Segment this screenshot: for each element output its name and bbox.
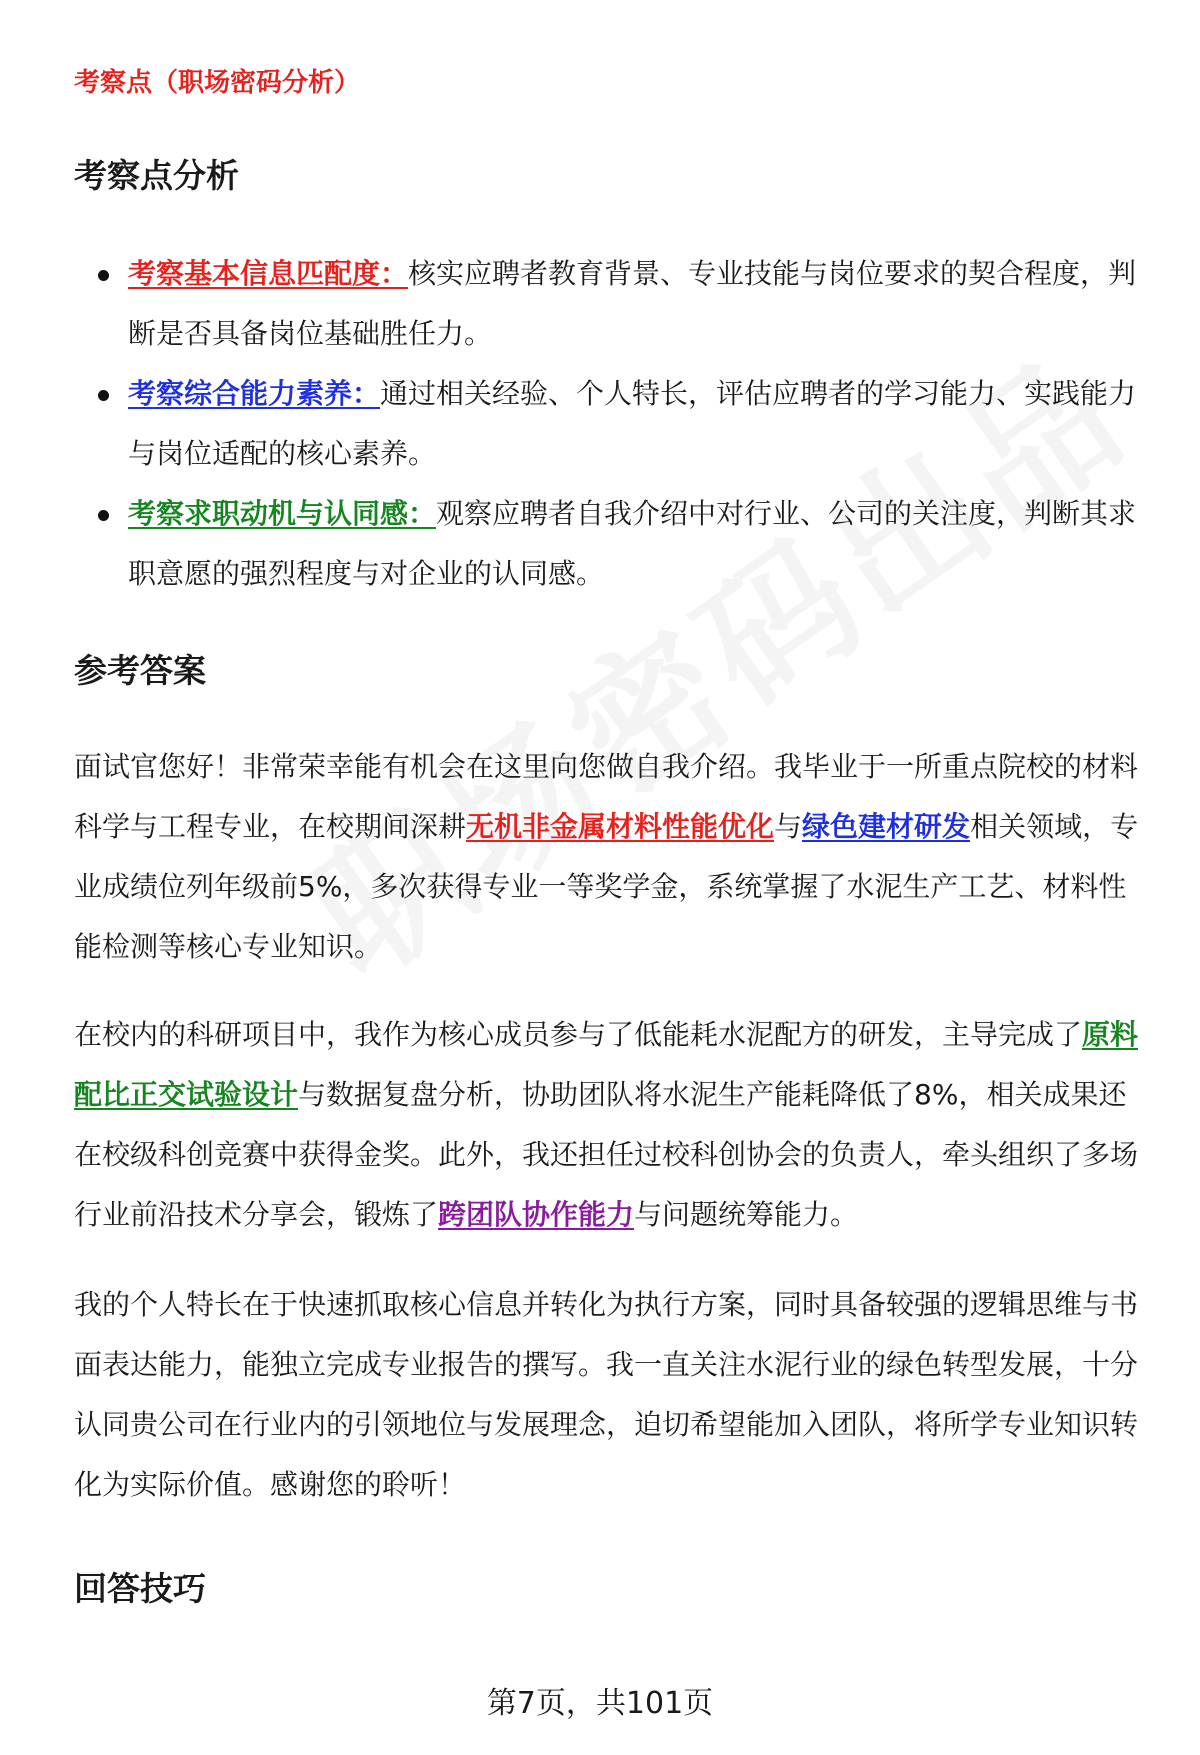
point-text: 观察应聘者自我介绍中对行业、公司的关注度，判断其求职意愿的强烈程度与对企业的认同感。: [128, 497, 1137, 590]
answer-paragraph: 我的个人特长在于快速抓取核心信息并转化为执行方案，同时具备较强的逻辑思维与书面表达能力，能独立完成专业报告的撰写。我一直关注水泥行业的绿色转型发展，十分认同贵公司在行业内的引领地位与发展理念，迫切希望能加入团队，将所学专业知识转化为实际价值。感谢您的聆听！: [74, 1288, 1139, 1501]
paragraph-text: 相关领域，专业成绩位列年级前5%，多次获得专业一等奖学金，系统掌握了水泥生产工艺、材料性能检测等核心专业知识。: [74, 810, 1139, 963]
keyword-highlight: 原料配比正交试验设计: [74, 1018, 1139, 1111]
answer-paragraph: [74, 1005, 1154, 1245]
analysis-point-list: [74, 244, 1154, 604]
paragraph-text: 与问题统筹能力。: [634, 1198, 859, 1231]
heading-tips: 回答技巧: [74, 1569, 206, 1608]
paragraph-text: 在校内的科研项目中，我作为核心成员参与了低能耗水泥配方的研发，主导完成了: [74, 1018, 1083, 1051]
answer-paragraph: [74, 737, 1154, 977]
keyword-highlight: 绿色建材研发: [802, 810, 971, 843]
heading-analysis: 考察点分析: [74, 156, 239, 195]
point-text: 通过相关经验、个人特长，评估应聘者的学习能力、实践能力与岗位适配的核心素养。: [128, 377, 1137, 470]
page-number: 第7页，共101页: [486, 1686, 714, 1721]
point-keyword: 考察基本信息匹配度：: [128, 257, 409, 290]
point-keyword: 考察求职动机与认同感：: [128, 497, 437, 530]
paragraph-text: 与: [774, 810, 803, 843]
bullet-icon: [98, 510, 109, 521]
heading-answer: 参考答案: [74, 651, 206, 690]
list-item: [74, 484, 1154, 604]
bullet-icon: [98, 270, 109, 281]
point-keyword: 考察综合能力素养：: [128, 377, 381, 410]
bullet-icon: [98, 390, 109, 401]
keyword-highlight: 跨团队协作能力: [438, 1198, 635, 1231]
keyword-highlight: 无机非金属材料性能优化: [466, 810, 775, 843]
paragraph-text: 面试官您好！非常荣幸能有机会在这里向您做自我介绍。我毕业于一所重点院校的材料科学与工程专业，在校期间深耕: [74, 750, 1139, 843]
list-item: [74, 364, 1154, 484]
list-item: [74, 244, 1154, 364]
point-text: 核实应聘者教育背景、专业技能与岗位要求的契合程度，判断是否具备岗位基础胜任力。: [128, 257, 1137, 350]
paragraph-text: 与数据复盘分析，协助团队将水泥生产能耗降低了8%，相关成果还在校级科创竞赛中获得金奖。此外，我还担任过校科创协会的负责人，牵头组织了多场行业前沿技术分享会，锻炼了: [74, 1078, 1139, 1231]
section-tag: 考察点（职场密码分析）: [74, 68, 361, 98]
